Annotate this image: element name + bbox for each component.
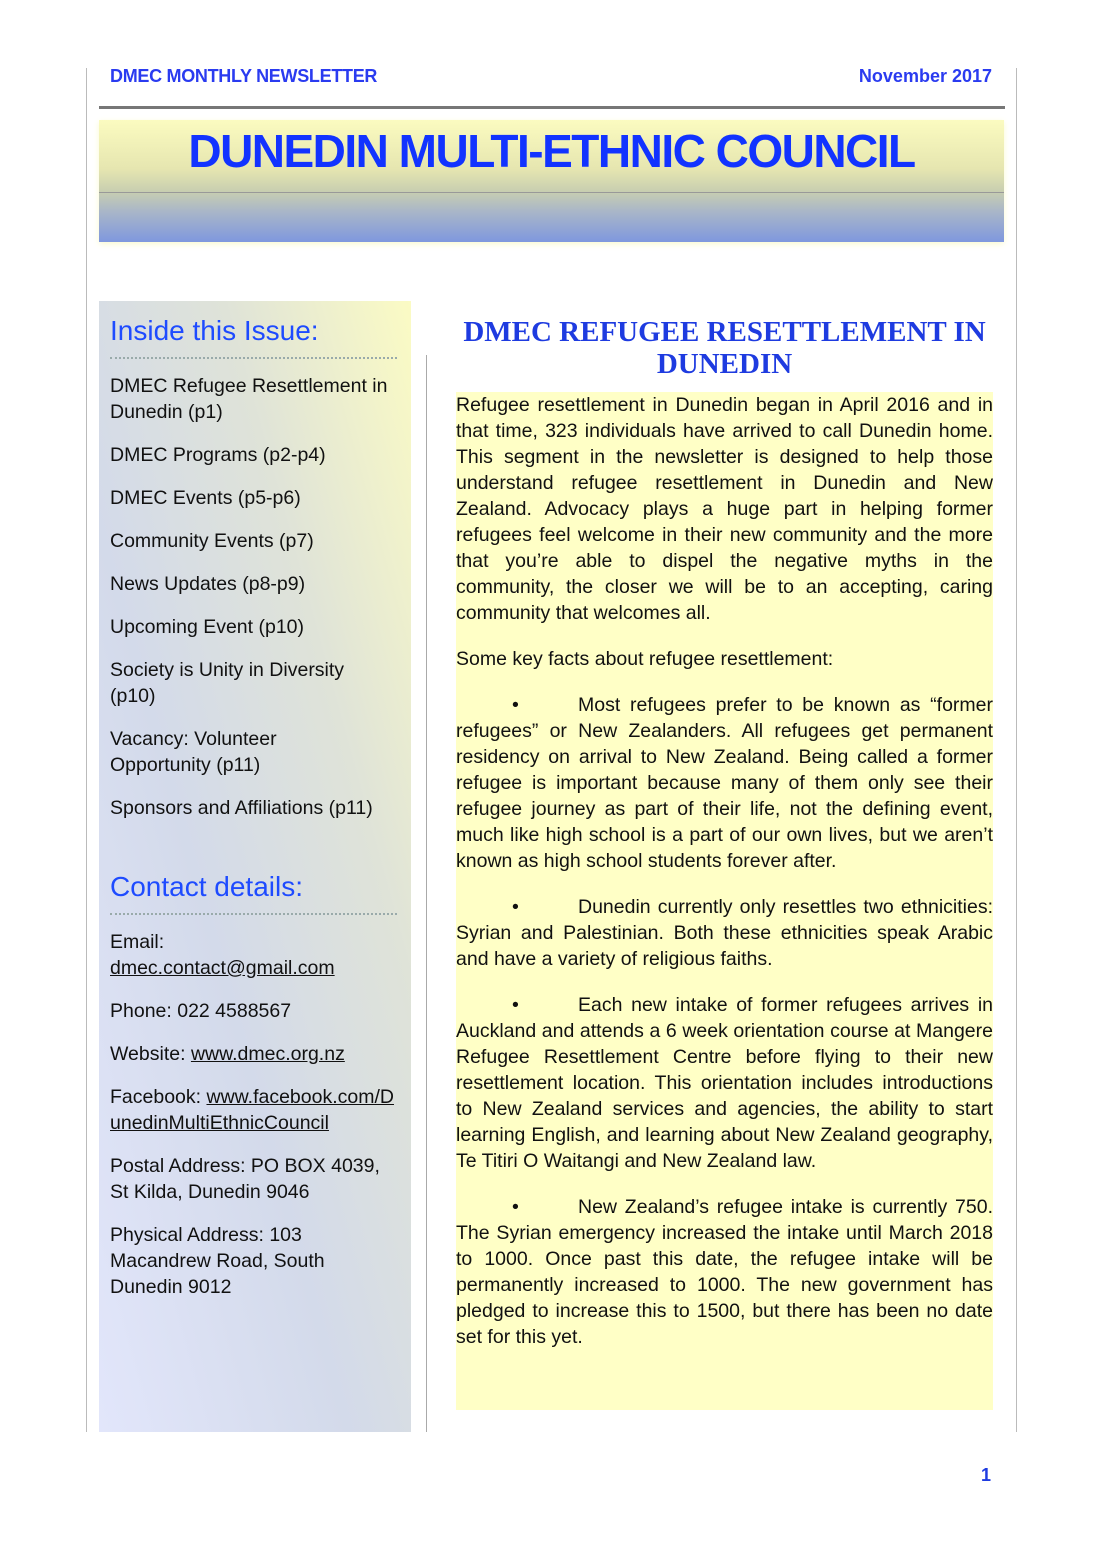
column-divider — [426, 355, 427, 1432]
fact-text: New Zealand’s refugee intake is currently 750. The Syrian emergency increased the intake until March 2018 to 1000. Once past this date, the refugee intake will be permanently increased to 1000. The new government has pledged to increase this to 1500, but there has been no date set for this yet. — [456, 1196, 993, 1348]
email-link[interactable]: dmec.contact@gmail.com — [110, 957, 335, 979]
article — [456, 316, 993, 1410]
postal-address: Postal Address: PO BOX 4039, St Kilda, Dunedin 9046 — [110, 1155, 380, 1203]
intro-paragraph: Refugee resettlement in Dunedin began in April 2016 and in that time, 323 individuals have arrived to call Dunedin home. This segment in the newsletter is designed to help those understand refugee resettlement in Dunedin and New Zealand. Advocacy plays a huge part in helping former refugees feel welcome in their new community and the more that you’re able to dispel the negative myths in the community, the closer we will be to an accepting, caring community that welcomes all. — [456, 394, 993, 624]
contact-email — [110, 929, 400, 981]
dotted-divider — [110, 913, 397, 915]
page-border-right — [1016, 68, 1017, 1432]
page-border-left — [86, 68, 87, 1432]
toc-item: Upcoming Event (p10) — [110, 616, 305, 638]
fact-text: Most refugees prefer to be known as “former refugees” or New Zealanders. All refugees get permanent residency on arrival to New Zealand. Being called a former refugee is important because many of them only see their refugee journey as part of their life, not the defining event, much like high school is a part of our own lives, but we aren’t known as high school students forever after. — [456, 694, 993, 872]
toc-item: DMEC Refugee Resettlement in Dunedin (p1) — [110, 375, 388, 423]
fact-item — [456, 894, 993, 972]
sidebar — [99, 301, 411, 1432]
banner-divider — [99, 192, 1004, 193]
inside-issue-heading: Inside this Issue: — [110, 315, 319, 346]
fact-item — [456, 692, 993, 874]
toc-item: DMEC Programs (p2-p4) — [110, 444, 326, 466]
facebook-label: Facebook: — [110, 1086, 207, 1108]
newsletter-name: DMEC MONTHLY NEWSLETTER — [110, 66, 378, 86]
article-body — [456, 392, 993, 1410]
toc-item: News Updates (p8-p9) — [110, 573, 306, 595]
email-label: Email: — [110, 931, 165, 953]
fact-text: Dunedin currently only resettles two ethnicities: Syrian and Palestinian. Both these ethnicities speak Arabic and have a variety of religious faiths. — [456, 896, 993, 970]
bullet-icon: • — [512, 896, 519, 918]
contact-phone: Phone: 022 4588567 — [110, 1000, 292, 1022]
bullet-icon: • — [512, 1196, 519, 1218]
contact-facebook — [110, 1084, 400, 1136]
facebook-link[interactable]: www.facebook.com/DunedinMultiEthnicCouncil — [110, 1086, 394, 1134]
bullet-icon: • — [512, 694, 519, 716]
website-link[interactable]: www.dmec.org.nz — [190, 1043, 345, 1065]
toc-item: Society is Unity in Diversity (p10) — [110, 659, 345, 707]
fact-text: Each new intake of former refugees arrives in Auckland and attends a 6 week orientation course at Mangere Refugee Resettlement Centre before flying to their new resettlement location. This orientation includes introductions to New Zealand services and agencies, the ability to start learning English, and learning about New Zealand geography, Te Titiri O Waitangi and New Zealand law. — [456, 994, 993, 1172]
toc-item: Community Events (p7) — [110, 530, 314, 552]
title-banner — [99, 120, 1004, 242]
dotted-divider — [110, 357, 397, 359]
article-title: DMEC REFUGEE RESETTLEMENT IN DUNEDIN — [463, 316, 986, 380]
fact-item — [456, 992, 993, 1174]
contact-heading: Contact details: — [110, 871, 303, 902]
header-rule — [99, 106, 1005, 109]
toc-item: Vacancy: Volunteer Opportunity (p11) — [110, 728, 277, 776]
toc-item: DMEC Events (p5-p6) — [110, 487, 301, 509]
website-label: Website: — [110, 1043, 191, 1065]
toc-item: Sponsors and Affiliations (p11) — [110, 797, 373, 819]
page-number: 1 — [981, 1465, 992, 1485]
banner-title: DUNEDIN MULTI-ETHNIC COUNCIL — [188, 125, 915, 177]
issue-date: November 2017 — [858, 66, 992, 86]
fact-item — [456, 1194, 993, 1350]
bullet-icon: • — [512, 994, 519, 1016]
physical-address: Physical Address: 103 Macandrew Road, South Dunedin 9012 — [110, 1224, 325, 1298]
facts-intro: Some key facts about refugee resettlement: — [456, 648, 834, 670]
contact-website — [110, 1041, 400, 1067]
